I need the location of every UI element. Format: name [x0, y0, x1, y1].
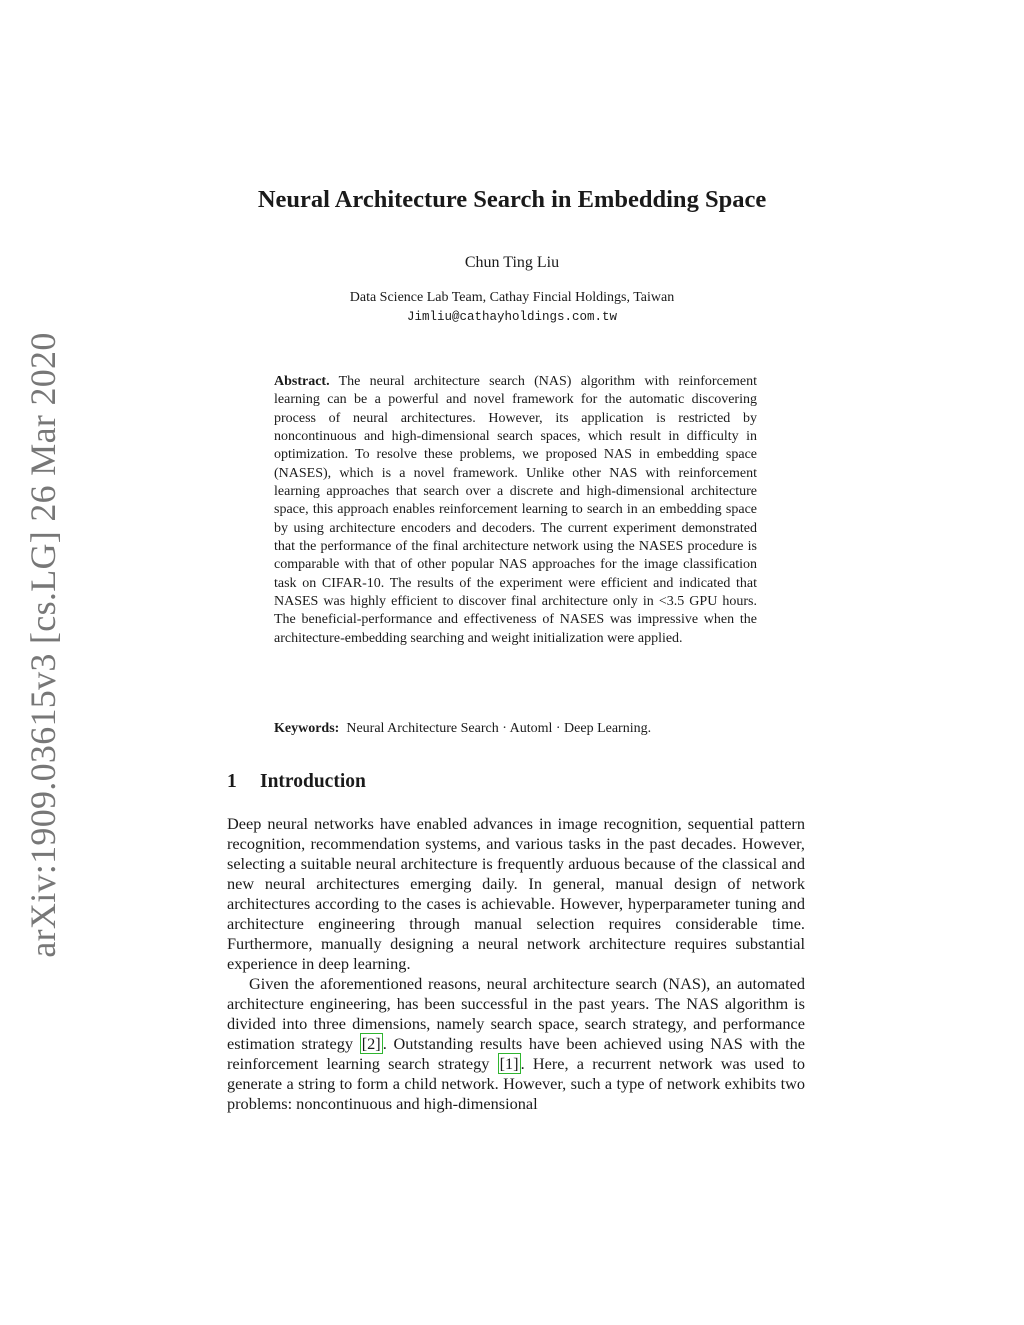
abstract-label: Abstract. [274, 374, 330, 389]
paragraph-2-part-a: Given the aforementioned reasons, neural architecture search (NAS), an automated architecture engineering, has been successful in the past years. The NAS algorithm is divided into three dimensions, namely search space, search strategy, and performance estimation strategy [227, 974, 805, 1053]
paragraph-2-part-c: . Here, a recurrent network was used to generate a string to form a child network. However, such a type of network exhibits two problems: noncontinuous and high-dimensional [227, 1054, 805, 1113]
author-email[interactable]: Jimliu@cathayholdings.com.tw [406, 310, 618, 324]
paragraph-1: Deep neural networks have enabled advances in image recognition, sequential pattern recognition, recommendation systems, and various tasks in the past decades. However, selecting a suitable neural architecture is frequently arduous because of the classical and new neural architectures emerging daily. In general, manual design of network architectures according to the cases is achievable. However, hyperparameter tuning and architecture engineering through manual selection requires considerable time. Furthermore, manually designing a neural network architecture requires substantial experience in deep learning. [227, 814, 805, 973]
author-name: Chun Ting Liu [464, 254, 560, 271]
abstract [274, 373, 757, 648]
paragraph-2-part-b: . Outstanding results have been achieved using NAS with the reinforcement learning search strategy [227, 1034, 806, 1073]
introduction-body [227, 814, 805, 1114]
paper-title: Neural Architecture Search in Embedding Space [257, 186, 767, 213]
arxiv-identifier: arXiv:1909.03615v3 [cs.LG] 26 Mar 2020 [23, 332, 63, 958]
abstract-text: The neural architecture search (NAS) algorithm with reinforcement learning can be a powerful and novel framework for the automatic discovering process of neural architectures. However, its application is restricted by noncontinuous and high-dimensional search spaces, which result in difficulty in optimization. To resolve these problems, we proposed NAS in embedding space (NASES), which is a novel framework. Unlike other NAS with reinforcement learning approaches that search over a discrete and high-dimensional architecture space, this approach enables reinforcement learning to search in an embedding space by using architecture encoders and decoders. The current experiment demonstrated that the performance of the final architecture network using the NASES procedure is comparable with that of other popular NAS approaches for the image classification task on CIFAR-10. The results of the experiment were efficient and indicated that NASES was highly efficient to discover final architecture only in <3.5 GPU hours. The beneficial-performance and effectiveness of NASES was impressive when the architecture-embedding searching and weight initialization were applied. [274, 374, 758, 646]
citation-link-2[interactable]: [2] [361, 1034, 381, 1053]
keywords-text: Neural Architecture Search · Automl · Deep Learning. [346, 721, 652, 736]
paragraph-2 [227, 974, 805, 1114]
keywords-label: Keywords: [274, 721, 340, 736]
author-affiliation: Data Science Lab Team, Cathay Fincial Holdings, Taiwan [349, 290, 675, 305]
section-heading-introduction [227, 771, 366, 793]
section-title: Introduction [260, 771, 366, 792]
keywords [274, 721, 757, 737]
citation-link-1[interactable]: [1] [499, 1054, 519, 1073]
section-number: 1 [227, 771, 237, 792]
